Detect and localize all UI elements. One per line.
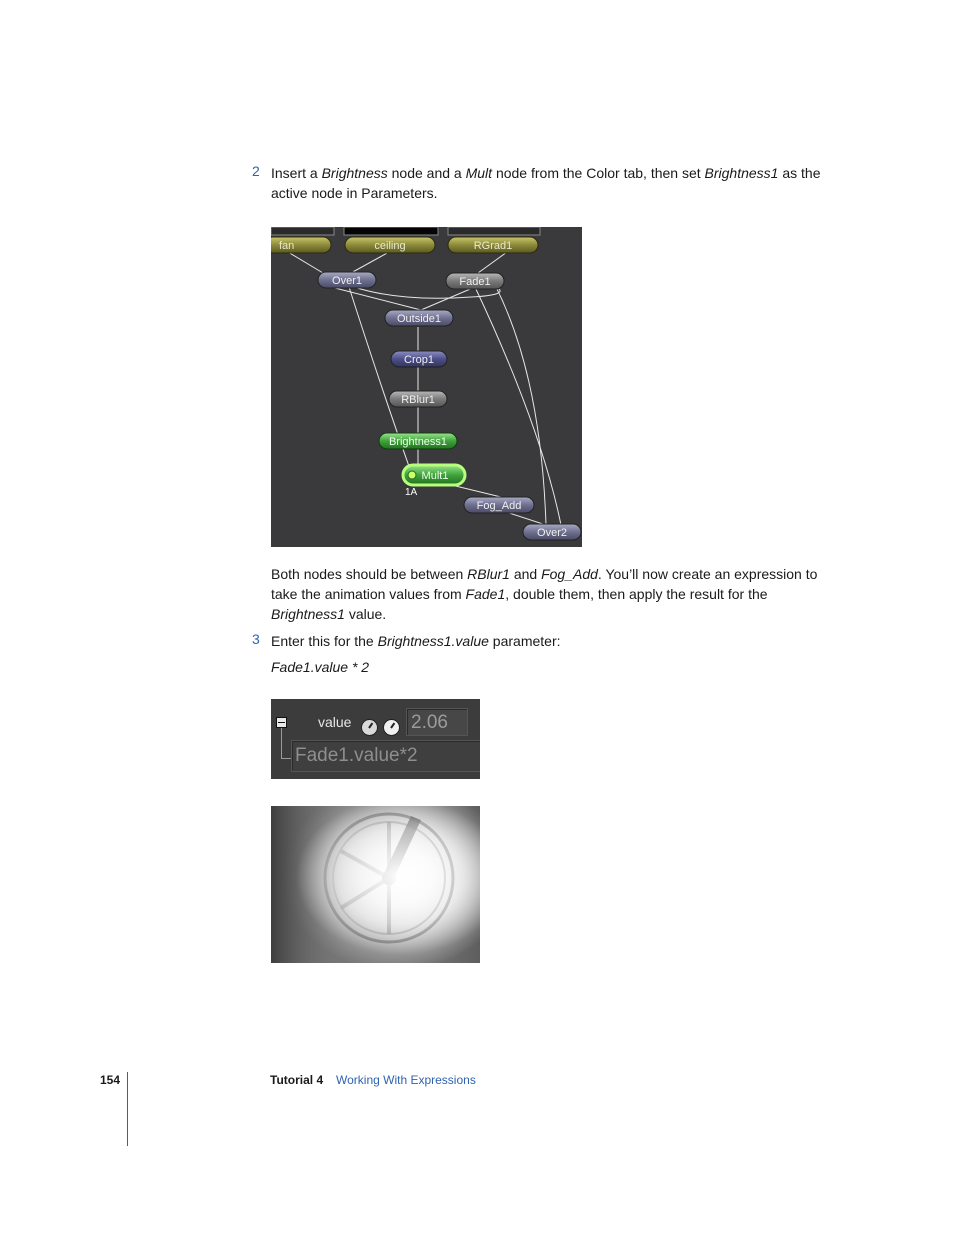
node-graph-canvas <box>271 227 582 547</box>
node-mult1-label: Mult1 <box>421 470 449 482</box>
node-fan[interactable] <box>271 237 331 253</box>
footer-divider <box>127 1072 128 1146</box>
explanation-line-3: Brightness1 value. <box>271 606 387 622</box>
node-ceiling[interactable] <box>345 237 435 253</box>
fan-render-illustration <box>271 806 480 963</box>
node-ceiling-label: ceiling <box>374 240 406 252</box>
expression-example: Fade1.value * 2 <box>271 659 370 675</box>
render-result-image <box>271 806 480 963</box>
link-dial-icon[interactable] <box>383 719 400 736</box>
step-3-text: Enter this for the Brightness1.value parameter: <box>271 633 561 649</box>
node-over2-label: Over2 <box>537 527 567 539</box>
node-fan-label: fan <box>279 240 295 252</box>
footer-chapter: Tutorial 4 <box>270 1073 324 1087</box>
node-rblur1-label: RBlur1 <box>401 394 435 406</box>
parameter-label: value <box>318 714 352 730</box>
animate-dial-icon[interactable] <box>361 719 378 736</box>
page-number: 154 <box>100 1073 121 1087</box>
explanation-paragraph <box>271 564 831 624</box>
collapse-icon[interactable] <box>276 717 287 728</box>
node-rgrad1-label: RGrad1 <box>473 240 513 252</box>
node-outside1[interactable] <box>385 310 453 326</box>
step-2-text <box>271 163 831 203</box>
step-2-line-2: active node in Parameters. <box>271 185 438 201</box>
node-brightness1-label: Brightness1 <box>388 436 448 448</box>
node-fade1[interactable] <box>446 273 504 289</box>
step-2-line-1: Insert a Brightness node and a Mult node from the Color tab, then set Brightness1 as the <box>271 165 821 181</box>
node-rblur1[interactable] <box>389 391 447 407</box>
footer-chapter-title[interactable]: Working With Expressions <box>336 1073 476 1087</box>
explanation-line-1: Both nodes should be between RBlur1 and Fog_Add. You’ll now create an expression to <box>271 566 818 582</box>
node-over2[interactable] <box>523 524 581 540</box>
node-over1[interactable] <box>318 272 376 288</box>
step-number: 3 <box>252 631 260 647</box>
node-mult1[interactable] <box>403 465 465 498</box>
node-crop1[interactable] <box>391 351 447 367</box>
value-field[interactable]: 2.06 <box>406 708 468 736</box>
parameter-panel-screenshot <box>271 699 480 779</box>
node-fade1-label: Fade1 <box>459 276 491 288</box>
step-number: 2 <box>252 163 260 179</box>
node-crop1-label: Crop1 <box>404 354 434 366</box>
node-brightness1[interactable] <box>379 433 457 449</box>
node-fog-add-label: Fog_Add <box>476 500 522 512</box>
expression-field[interactable]: Fade1.value*2 <box>291 740 480 772</box>
node-graph-screenshot <box>271 227 582 547</box>
node-over1-label: Over1 <box>332 275 362 287</box>
node-outside1-label: Outside1 <box>396 313 442 325</box>
node-rgrad1[interactable] <box>448 237 538 253</box>
mult1-badge: 1A <box>405 487 418 498</box>
explanation-line-2: take the animation values from Fade1, double them, then apply the result for the <box>271 586 768 602</box>
node-fog-add[interactable] <box>464 497 534 513</box>
